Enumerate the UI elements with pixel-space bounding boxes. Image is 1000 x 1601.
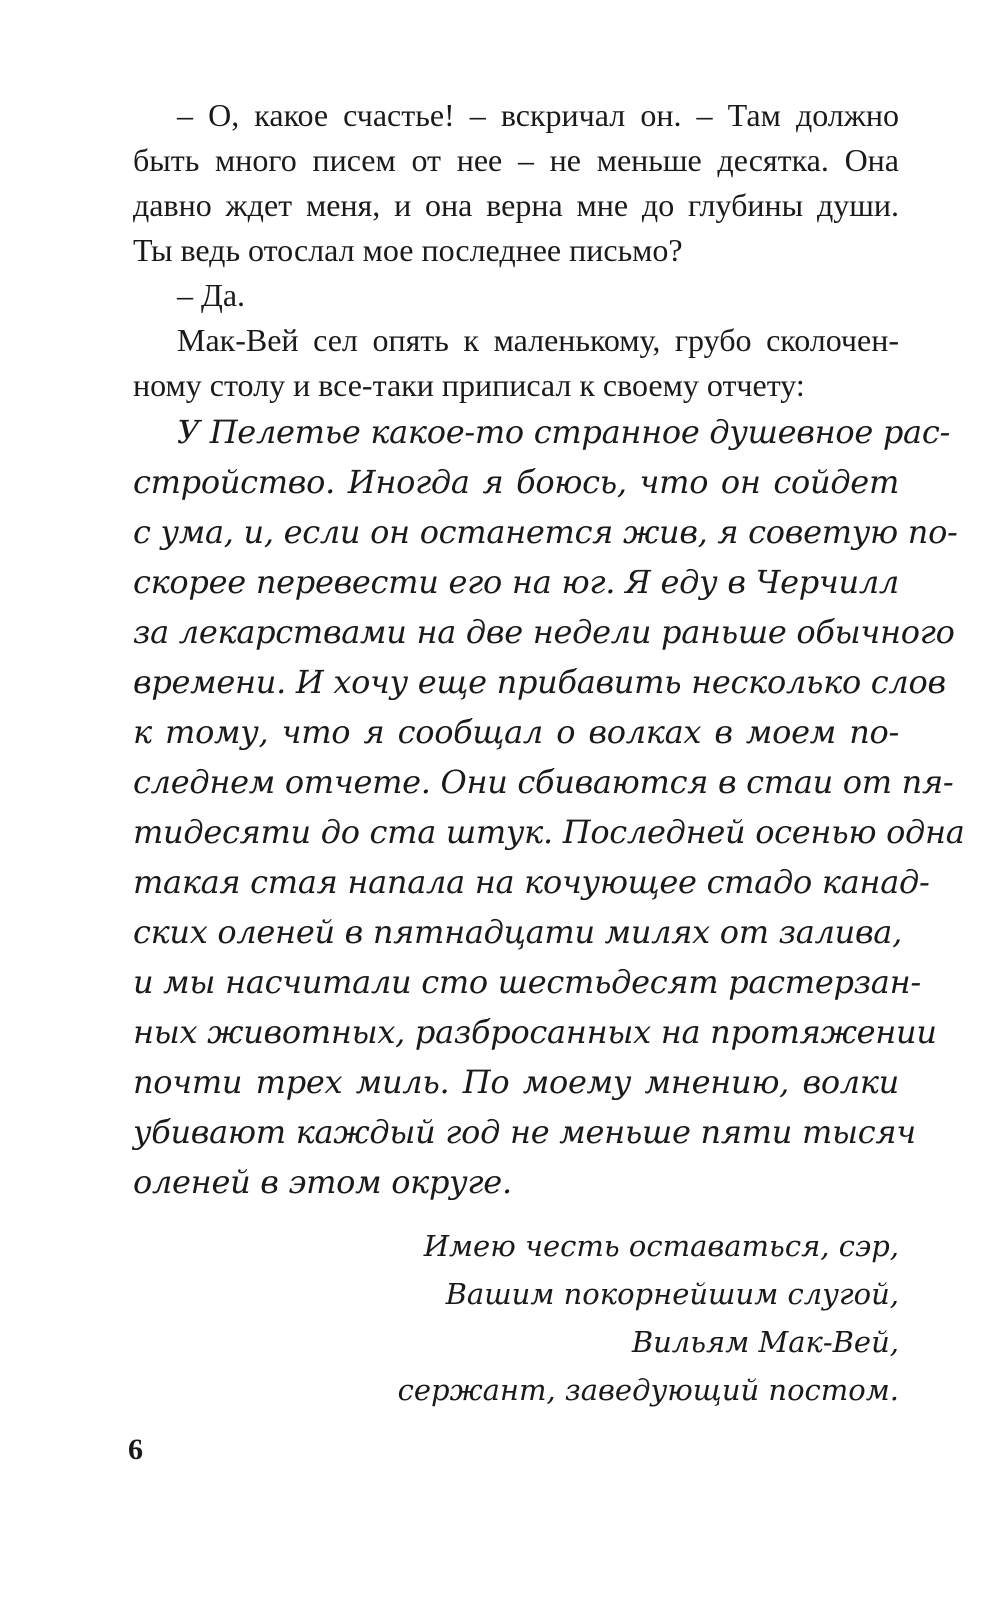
signature-line: Имею честь оставаться, сэр,: [423, 1229, 899, 1263]
dialogue-line: Ты ведь отослал мое последнее письмо?: [133, 232, 683, 268]
report-line: с ума, и, если он останется жив, я советую по-: [133, 513, 958, 551]
dialogue-line: – Да.: [177, 277, 246, 313]
report-line: времени. И хочу еще прибавить несколько слов: [133, 663, 946, 701]
report-line: ских оленей в пятнадцати милях от залива,: [133, 913, 902, 951]
report-line: тидесяти до ста штук. Последней осенью одна: [133, 813, 965, 851]
dialogue-line: – О, какое счастье! – вскричал он. – Там должно: [177, 97, 899, 133]
dialogue-line: ному столу и все-таки приписал к своему отчету:: [133, 367, 805, 403]
signature-line: сержант, заведующий постом.: [397, 1373, 899, 1407]
report-line: ных животных, разбросанных на протяжении: [133, 1013, 937, 1051]
report-line: убивают каждый год не меньше пяти тысяч: [133, 1113, 916, 1151]
signature-line: Вашим покорнейшим слугой,: [445, 1277, 899, 1311]
report-line: почти трех миль. По моему мнению, волки: [133, 1063, 899, 1101]
report-line: стройство. Иногда я боюсь, что он сойдет: [133, 463, 899, 501]
report-line: к тому, что я сообщал о волках в моем по-: [133, 713, 899, 751]
signature-block: [339, 1222, 899, 1414]
dialogue-line: давно ждет меня, и она верна мне до глубины души.: [133, 187, 899, 223]
report-line: за лекарствами на две недели раньше обычного: [133, 613, 955, 651]
report-line: такая стая напала на кочующее стадо канад-: [133, 863, 930, 901]
dialogue-line: Мак-Вей сел опять к маленькому, грубо сколочен-: [177, 322, 899, 358]
report-line: скорее перевести его на юг. Я еду в Черчилл: [133, 563, 899, 601]
dialogue-line: быть много писем от нее – не меньше десятка. Она: [133, 142, 899, 178]
report-text: [133, 407, 965, 1207]
signature-line: Вильям Мак-Вей,: [631, 1325, 899, 1359]
report-line: и мы насчитали сто шестьдесят растерзан-: [133, 963, 921, 1001]
report-line: следнем отчете. Они сбиваются в стаи от пя-: [133, 763, 954, 801]
page-number: 6: [128, 1433, 143, 1466]
report-line: У Пелетье какое-то странное душевное рас-: [177, 413, 950, 451]
report-line: оленей в этом округе.: [133, 1163, 512, 1201]
dialogue-text: [133, 93, 899, 408]
